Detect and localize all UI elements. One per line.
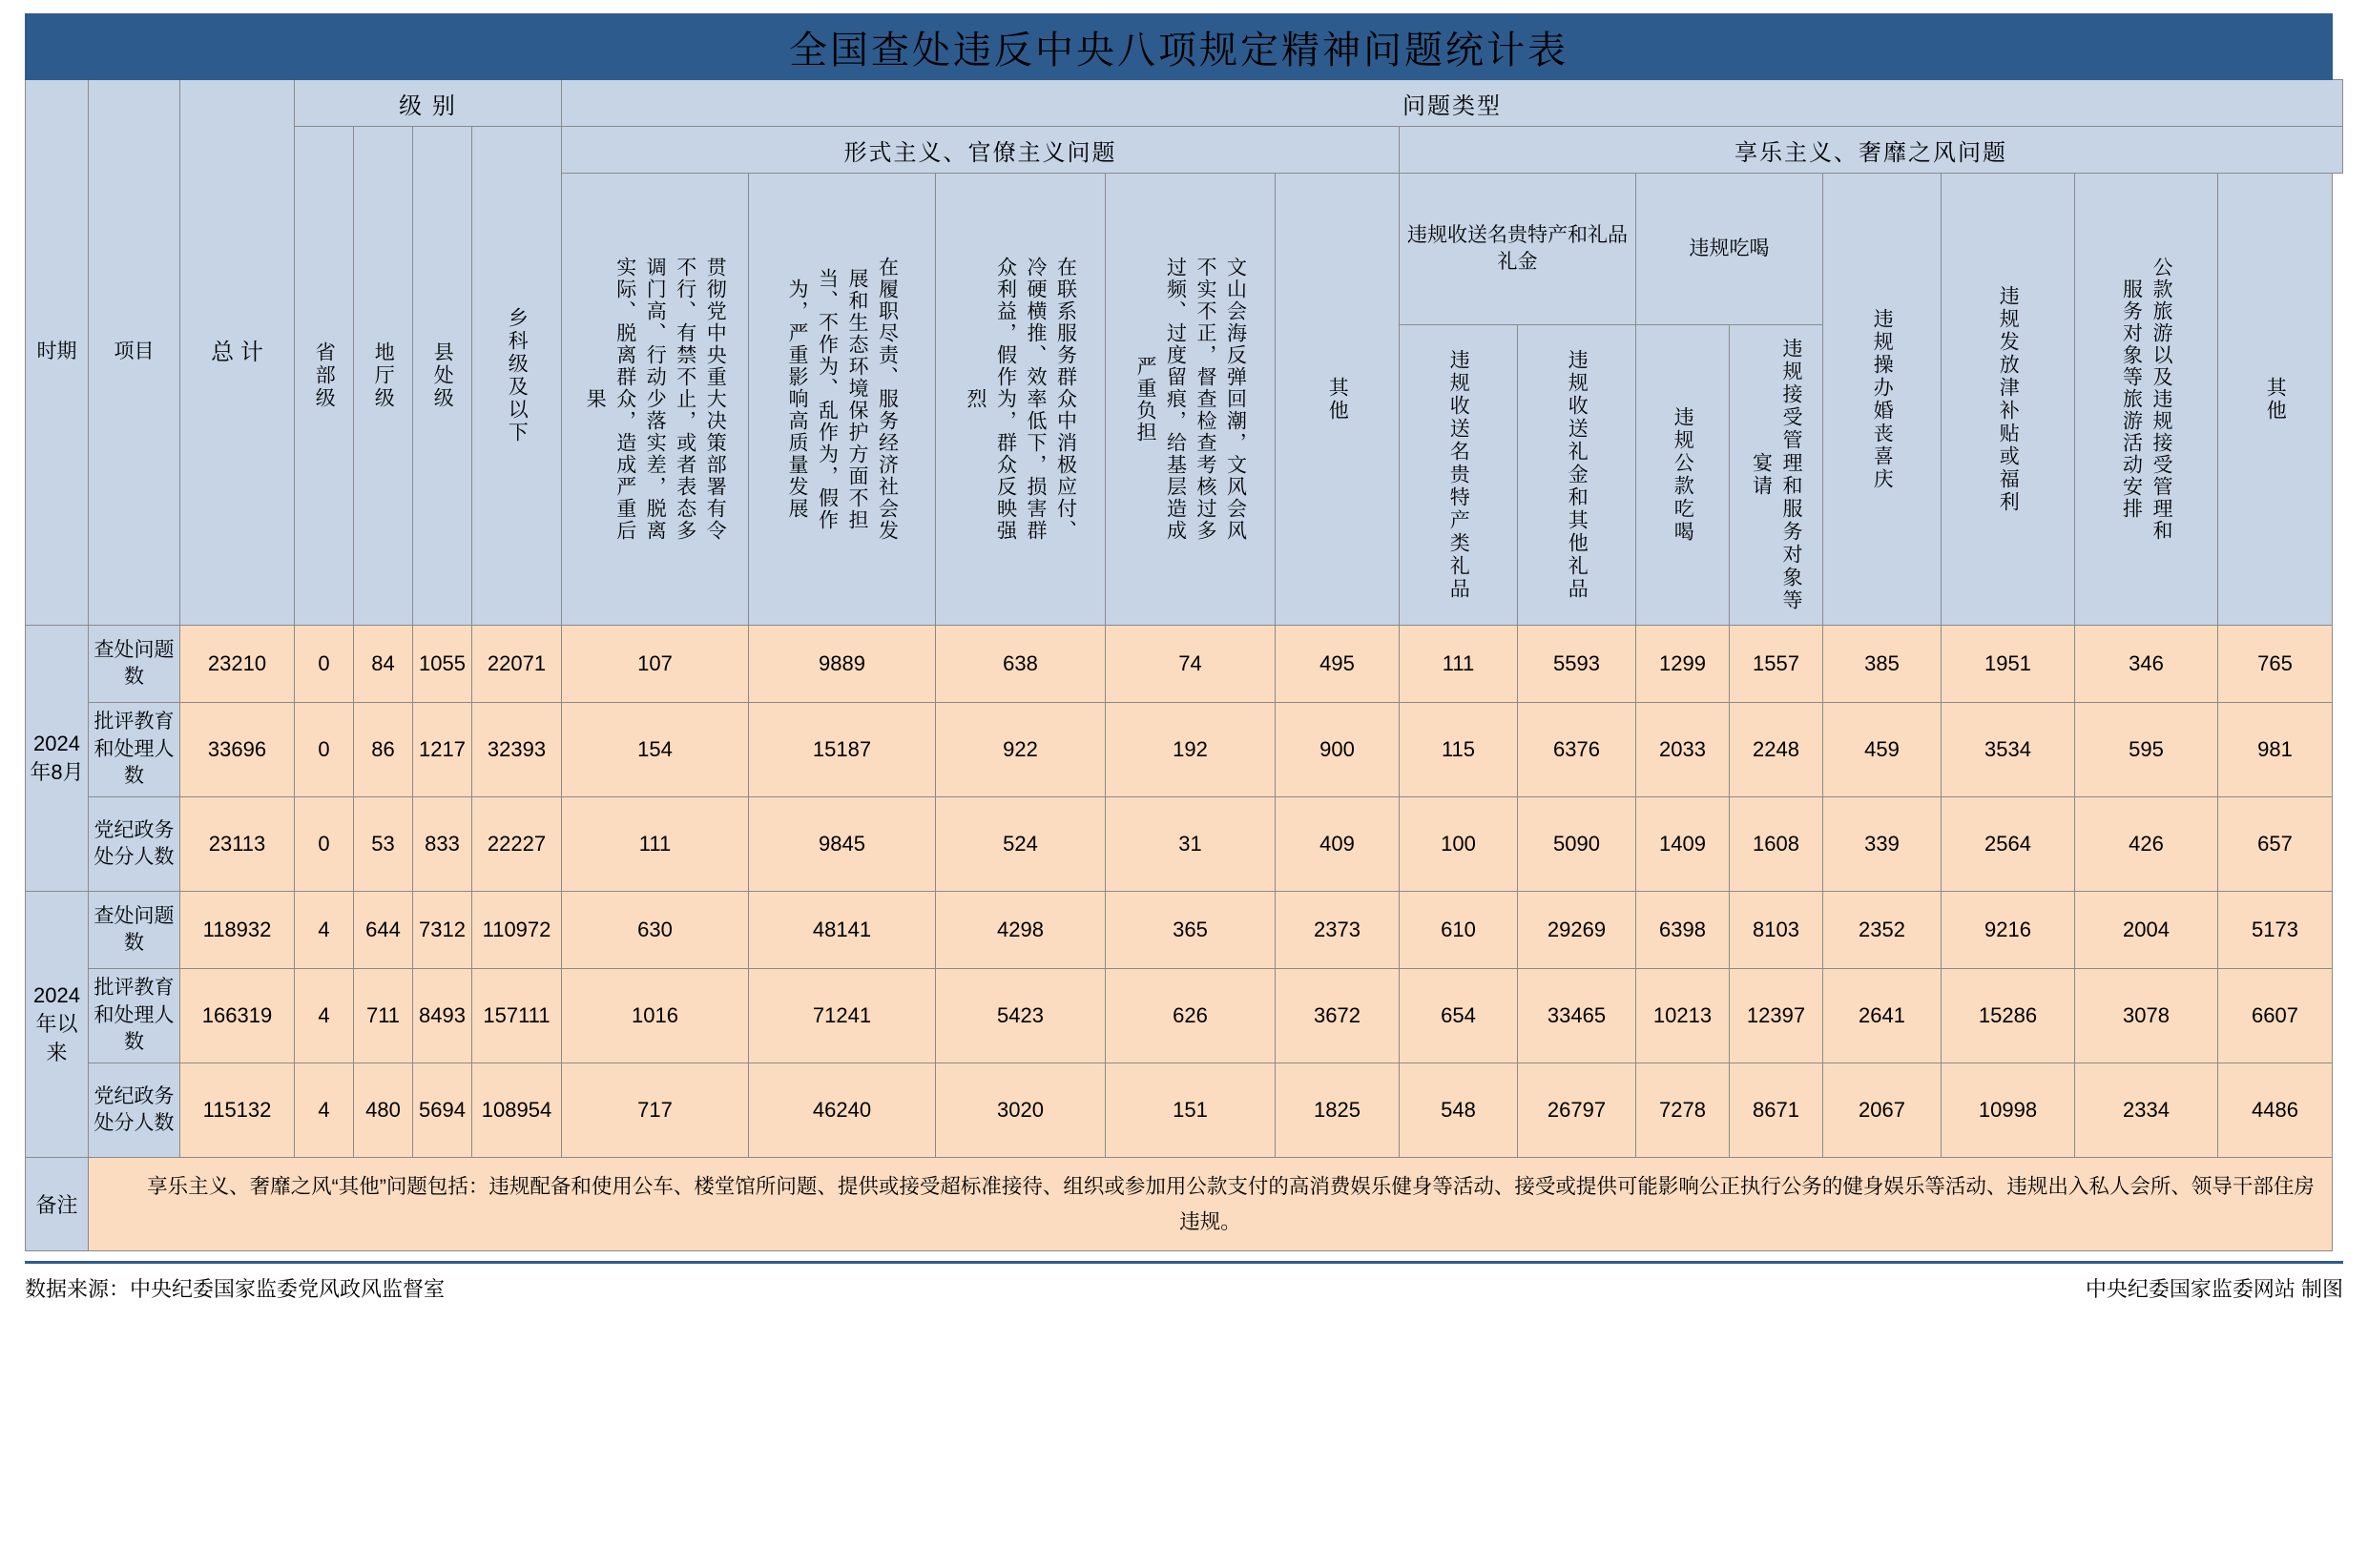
cell-wedding-funeral: 385 [1823, 626, 1942, 703]
cell-province: 4 [295, 892, 354, 969]
header-level-province: 省部级 [295, 127, 354, 626]
cell-gift-specialty: 111 [1400, 626, 1518, 703]
cell-formalism-1: 154 [562, 703, 749, 797]
table-row [26, 1063, 2343, 1158]
cell-banquet-accepted: 1608 [1730, 797, 1823, 892]
header-level-prefecture: 地厅级 [354, 127, 413, 626]
header-total-label: 总 计 [211, 339, 263, 365]
note-label: 备注 [26, 1158, 89, 1251]
header-banquet-accepted: 违规接受管理和服务对象等宴请 [1730, 325, 1823, 626]
cell-formalism-2: 9845 [749, 797, 936, 892]
cell-formalism-1: 111 [562, 797, 749, 892]
header-allowance: 违规发放津补贴或福利 [1942, 174, 2075, 626]
cell-banquet-public: 1299 [1636, 626, 1730, 703]
note-content: 享乐主义、奢靡之风“其他”问题包括：违规配备和使用公车、楼堂馆所问题、提供或接受超标准接待、组织或参加用公款支付的高消费娱乐健身等活动、接受或提供可能影响公正执行公务的健身娱乐等活动、违规出入私人会所、领导干部住房违规。 [147, 1175, 2315, 1233]
cell-travel: 426 [2075, 797, 2218, 892]
cell-province: 0 [295, 797, 354, 892]
cell-travel: 2334 [2075, 1063, 2218, 1158]
cell-prefecture: 644 [354, 892, 413, 969]
period-label-2024-08: 2024年8月 [26, 626, 89, 892]
cell-formalism-4: 192 [1106, 703, 1276, 797]
cell-gift-specialty: 115 [1400, 703, 1518, 797]
cell-prefecture: 53 [354, 797, 413, 892]
cell-hedonism-other: 4486 [2218, 1063, 2333, 1158]
period-label-2024-ytd: 2024年以来 [26, 892, 89, 1158]
header-level-county: 县处级 [413, 127, 472, 626]
header-formalism-col-4: 文山会海反弹回潮，文风会风不实不正，督查检查考核过多过频、过度留痕，给基层造成严重负担 [1106, 174, 1276, 626]
header-formalism-other: 其他 [1276, 174, 1400, 626]
cell-banquet-accepted: 8671 [1730, 1063, 1823, 1158]
item-label: 党纪政务处分人数 [89, 797, 180, 892]
cell-gift-money: 29269 [1518, 892, 1636, 969]
cell-gift-money: 5593 [1518, 626, 1636, 703]
header-hedonism-group: 享乐主义、奢靡之风问题 [1400, 127, 2343, 174]
cell-wedding-funeral: 2067 [1823, 1063, 1942, 1158]
cell-prefecture: 711 [354, 969, 413, 1063]
cell-wedding-funeral: 339 [1823, 797, 1942, 892]
cell-formalism-3: 524 [936, 797, 1106, 892]
cell-banquet-accepted: 2248 [1730, 703, 1823, 797]
cell-formalism-other: 1825 [1276, 1063, 1400, 1158]
item-label: 查处问题数 [89, 626, 180, 703]
cell-formalism-4: 626 [1106, 969, 1276, 1063]
cell-formalism-3: 638 [936, 626, 1106, 703]
cell-gift-money: 26797 [1518, 1063, 1636, 1158]
cell-hedonism-other: 5173 [2218, 892, 2333, 969]
header-total [180, 80, 295, 626]
header-gift-money: 违规收送礼金和其他礼品 [1518, 325, 1636, 626]
cell-total: 33696 [180, 703, 295, 797]
cell-hedonism-other: 981 [2218, 703, 2333, 797]
cell-gift-money: 6376 [1518, 703, 1636, 797]
cell-banquet-public: 7278 [1636, 1063, 1730, 1158]
cell-travel: 595 [2075, 703, 2218, 797]
header-banquet-group: 违规吃喝 [1636, 174, 1823, 325]
header-item: 项目 [89, 80, 180, 626]
cell-formalism-1: 1016 [562, 969, 749, 1063]
cell-township: 108954 [472, 1063, 562, 1158]
cell-gift-specialty: 548 [1400, 1063, 1518, 1158]
cell-formalism-1: 107 [562, 626, 749, 703]
cell-formalism-3: 5423 [936, 969, 1106, 1063]
cell-formalism-4: 365 [1106, 892, 1276, 969]
cell-province: 4 [295, 1063, 354, 1158]
header-gift-group: 违规收送名贵特产和礼品礼金 [1400, 174, 1636, 325]
cell-hedonism-other: 6607 [2218, 969, 2333, 1063]
header-level-group: 级 别 [295, 80, 562, 127]
cell-formalism-2: 15187 [749, 703, 936, 797]
cell-gift-specialty: 610 [1400, 892, 1518, 969]
table-row [26, 969, 2343, 1063]
cell-banquet-public: 10213 [1636, 969, 1730, 1063]
cell-province: 0 [295, 703, 354, 797]
cell-hedonism-other: 657 [2218, 797, 2333, 892]
header-wedding-funeral: 违规操办婚丧喜庆 [1823, 174, 1942, 626]
cell-travel: 2004 [2075, 892, 2218, 969]
cell-township: 110972 [472, 892, 562, 969]
cell-formalism-4: 74 [1106, 626, 1276, 703]
cell-prefecture: 480 [354, 1063, 413, 1158]
cell-township: 32393 [472, 703, 562, 797]
cell-banquet-accepted: 12397 [1730, 969, 1823, 1063]
cell-banquet-public: 6398 [1636, 892, 1730, 969]
cell-formalism-other: 495 [1276, 626, 1400, 703]
cell-banquet-public: 1409 [1636, 797, 1730, 892]
cell-hedonism-other: 765 [2218, 626, 2333, 703]
cell-county: 7312 [413, 892, 472, 969]
cell-wedding-funeral: 2352 [1823, 892, 1942, 969]
table-row [26, 703, 2343, 797]
cell-formalism-other: 900 [1276, 703, 1400, 797]
cell-wedding-funeral: 2641 [1823, 969, 1942, 1063]
header-period: 时期 [26, 80, 89, 626]
cell-total: 23113 [180, 797, 295, 892]
header-level-township: 乡科级及以下 [472, 127, 562, 626]
table-row [26, 892, 2343, 969]
header-formalism-col-1: 贯彻党中央重大决策部署有令不行、有禁不止，或者表态多调门高、行动少落实差，脱离实际、脱离群众，造成严重后果 [562, 174, 749, 626]
cell-formalism-3: 3020 [936, 1063, 1106, 1158]
page-title: 全国查处违反中央八项规定精神问题统计表 [26, 14, 2333, 80]
cell-township: 22227 [472, 797, 562, 892]
cell-gift-specialty: 100 [1400, 797, 1518, 892]
cell-allowance: 15286 [1942, 969, 2075, 1063]
header-gift-specialty: 违规收送名贵特产类礼品 [1400, 325, 1518, 626]
cell-prefecture: 86 [354, 703, 413, 797]
cell-county: 5694 [413, 1063, 472, 1158]
cell-banquet-public: 2033 [1636, 703, 1730, 797]
note-text [89, 1158, 2333, 1251]
cell-total: 166319 [180, 969, 295, 1063]
header-formalism-col-3: 在联系服务群众中消极应付、冷硬横推、效率低下，损害群众利益，假作为，群众反映强烈 [936, 174, 1106, 626]
header-type-group: 问题类型 [562, 80, 2343, 127]
footer [25, 1261, 2343, 1303]
note-row [26, 1158, 2343, 1251]
cell-formalism-1: 630 [562, 892, 749, 969]
cell-travel: 346 [2075, 626, 2218, 703]
cell-county: 833 [413, 797, 472, 892]
item-label: 查处问题数 [89, 892, 180, 969]
cell-travel: 3078 [2075, 969, 2218, 1063]
cell-allowance: 1951 [1942, 626, 2075, 703]
cell-formalism-4: 151 [1106, 1063, 1276, 1158]
cell-formalism-other: 409 [1276, 797, 1400, 892]
cell-total: 115132 [180, 1063, 295, 1158]
cell-formalism-3: 922 [936, 703, 1106, 797]
statistics-table [25, 13, 2343, 1251]
cell-formalism-2: 9889 [749, 626, 936, 703]
cell-formalism-other: 2373 [1276, 892, 1400, 969]
item-label: 批评教育和处理人数 [89, 969, 180, 1063]
item-label: 党纪政务处分人数 [89, 1063, 180, 1158]
data-source: 数据来源：中央纪委国家监委党风政风监督室 [25, 1277, 446, 1302]
producer-credit: 中央纪委国家监委网站 制图 [2085, 1277, 2343, 1302]
cell-county: 1217 [413, 703, 472, 797]
header-formalism-group: 形式主义、官僚主义问题 [562, 127, 1400, 174]
item-label: 批评教育和处理人数 [89, 703, 180, 797]
cell-gift-money: 33465 [1518, 969, 1636, 1063]
cell-formalism-2: 48141 [749, 892, 936, 969]
cell-formalism-2: 46240 [749, 1063, 936, 1158]
cell-gift-money: 5090 [1518, 797, 1636, 892]
cell-total: 23210 [180, 626, 295, 703]
cell-county: 8493 [413, 969, 472, 1063]
cell-allowance: 10998 [1942, 1063, 2075, 1158]
table-row [26, 626, 2343, 703]
header-formalism-col-2: 在履职尽责、服务经济社会发展和生态环境保护方面不担当、不作为、乱作为，假作为，严重影响高质量发展 [749, 174, 936, 626]
cell-formalism-1: 717 [562, 1063, 749, 1158]
header-public-funded-travel: 公款旅游以及违规接受管理和服务对象等旅游活动安排 [2075, 174, 2218, 626]
header-banquet-public-funds: 违规公款吃喝 [1636, 325, 1730, 626]
cell-formalism-4: 31 [1106, 797, 1276, 892]
cell-province: 4 [295, 969, 354, 1063]
cell-total: 118932 [180, 892, 295, 969]
cell-township: 22071 [472, 626, 562, 703]
cell-wedding-funeral: 459 [1823, 703, 1942, 797]
cell-banquet-accepted: 1557 [1730, 626, 1823, 703]
cell-allowance: 9216 [1942, 892, 2075, 969]
cell-township: 157111 [472, 969, 562, 1063]
cell-formalism-3: 4298 [936, 892, 1106, 969]
cell-prefecture: 84 [354, 626, 413, 703]
cell-province: 0 [295, 626, 354, 703]
cell-formalism-2: 71241 [749, 969, 936, 1063]
table-row [26, 797, 2343, 892]
cell-formalism-other: 3672 [1276, 969, 1400, 1063]
cell-county: 1055 [413, 626, 472, 703]
cell-banquet-accepted: 8103 [1730, 892, 1823, 969]
cell-gift-specialty: 654 [1400, 969, 1518, 1063]
cell-allowance: 3534 [1942, 703, 2075, 797]
header-hedonism-other: 其他 [2218, 174, 2333, 626]
cell-allowance: 2564 [1942, 797, 2075, 892]
